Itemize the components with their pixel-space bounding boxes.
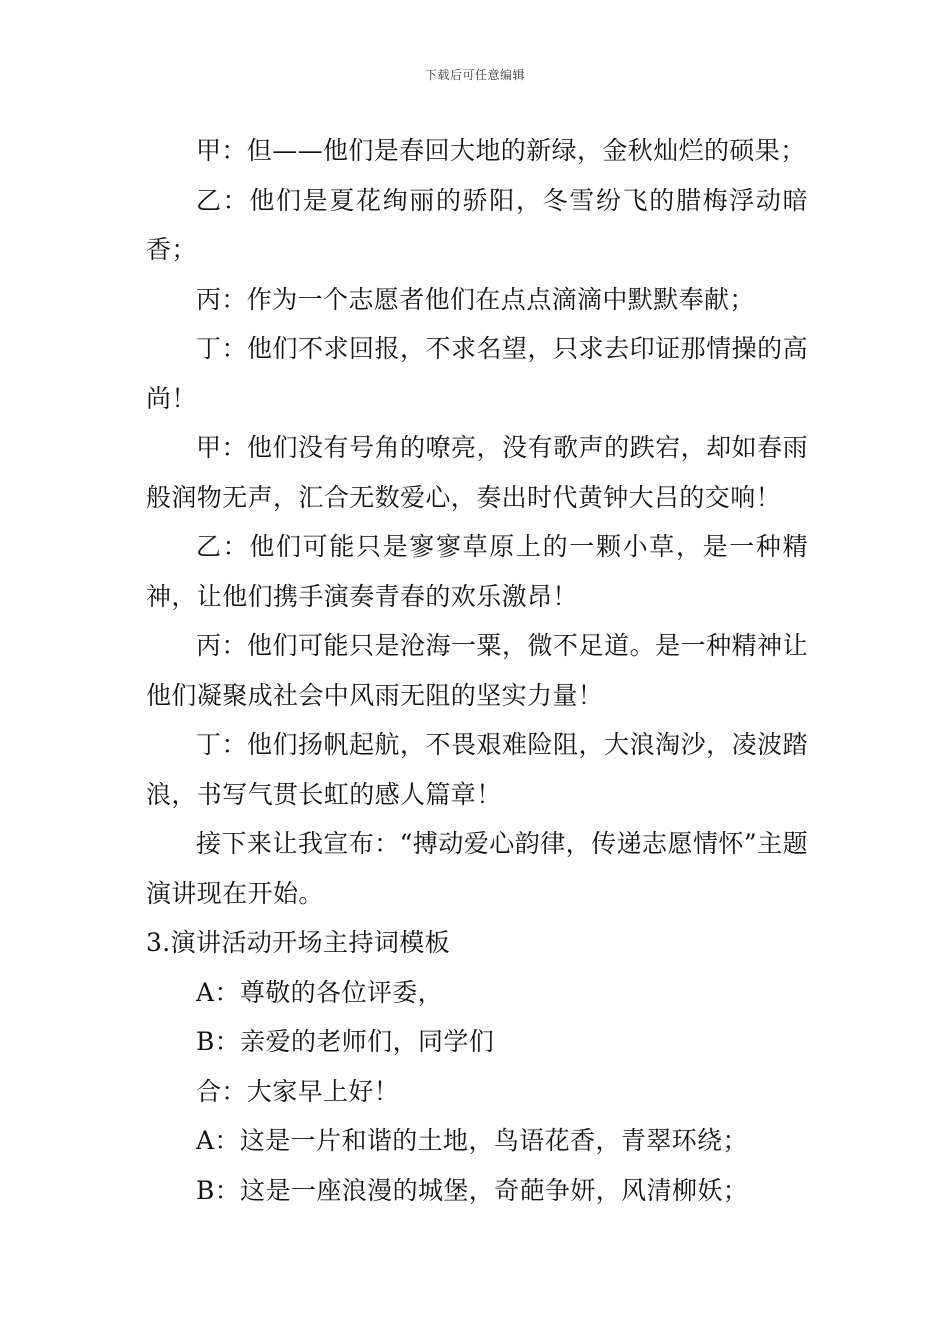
paragraph: 丁：他们不求回报，不求名望，只求去印证那情操的高尚！ <box>146 334 808 413</box>
paragraph: A：这是一片和谐的土地，鸟语花香，青翠环绕； <box>196 1126 748 1155</box>
page-header: 下载后可任意编辑 <box>424 68 525 82</box>
paragraph: 乙：他们是夏花绚丽的骄阳，冬雪纷飞的腊梅浮动暗香； <box>146 185 808 264</box>
paragraph: A：尊敬的各位评委， <box>196 977 444 1007</box>
paragraph: 丁：他们扬帆起航，不畏艰难险阻，大浪淘沙，凌波踏浪，书写气贯长虹的感人篇章！ <box>146 730 808 809</box>
paragraph: B：亲爱的老师们，同学们 <box>196 1027 495 1056</box>
paragraph: 丙：作为一个志愿者他们在点点滴滴中默默奉献； <box>196 284 755 314</box>
paragraph: 乙：他们可能只是寥寥草原上的一颗小草，是一种精神，让他们携手演奏青春的欢乐激昂！ <box>146 532 808 611</box>
paragraph: 甲：但——他们是春回大地的新绿，金秋灿烂的硕果； <box>196 136 806 165</box>
paragraph: 接下来让我宣布：“搏动爱心韵律，传递志愿情怀”主题演讲现在开始。 <box>146 829 808 908</box>
paragraph: 合：大家早上好！ <box>196 1076 400 1106</box>
document-body <box>146 126 808 1215</box>
paragraph: 丙：他们可能只是沧海一粟，微不足道。是一种精神让他们凝聚成社会中风雨无阻的坚实力量！ <box>146 631 808 710</box>
paragraph: B：这是一座浪漫的城堡，奇葩争妍，风清柳妖； <box>196 1175 749 1205</box>
paragraph: 甲：他们没有号角的嘹亮，没有歌声的跌宕，却如春雨般润物无声，汇合无数爱心，奏出时代黄钟大吕的交响！ <box>146 433 808 512</box>
section-heading: 3.演讲活动开场主持词模板 <box>146 928 451 957</box>
